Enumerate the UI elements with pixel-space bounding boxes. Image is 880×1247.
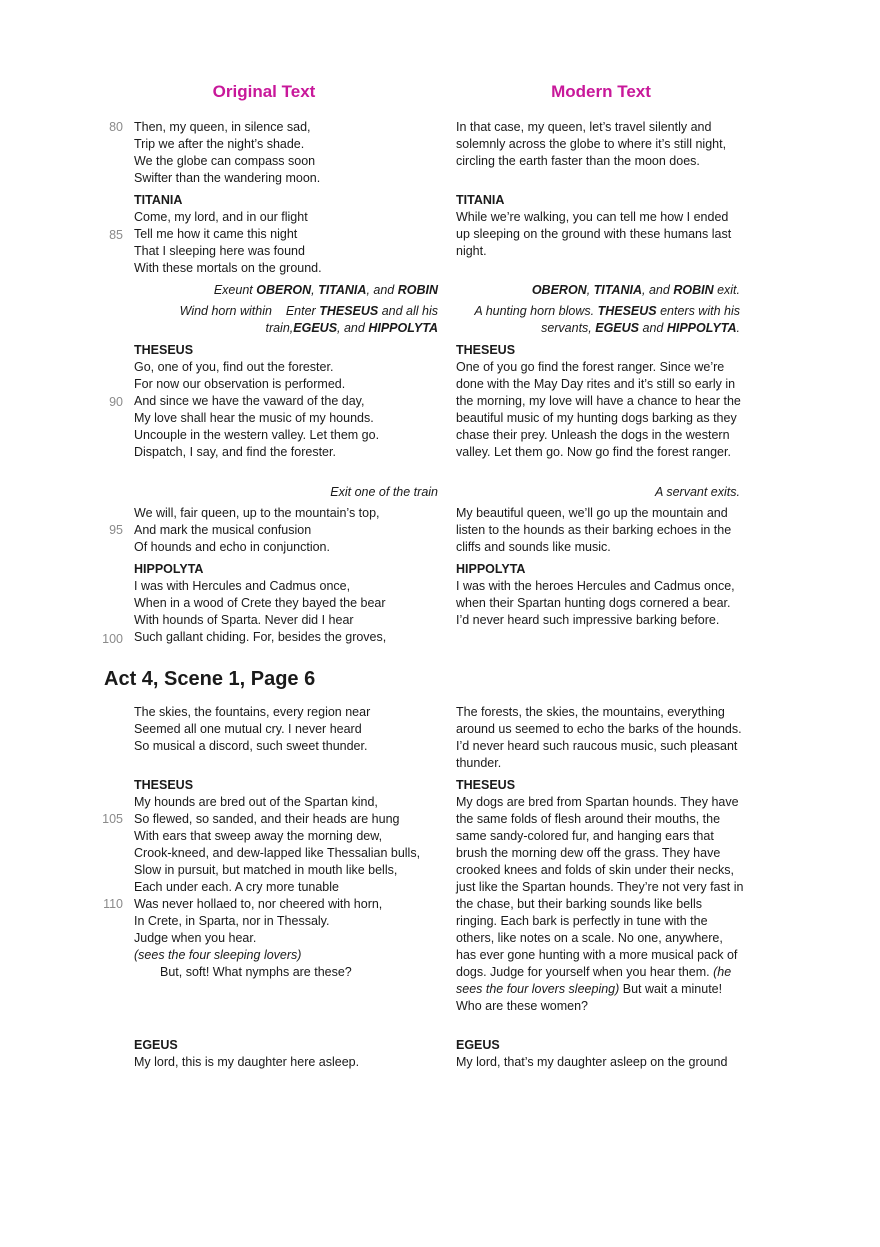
verse-line: So flewed, so sanded, and their heads are hung: [134, 812, 400, 826]
verse-line: Of hounds and echo in conjunction.: [134, 540, 330, 554]
line-number-90: 90: [109, 395, 123, 409]
verse-line: Was never hollaed to, nor cheered with horn,: [134, 897, 383, 911]
verse-line: But, soft! What nymphs are these?: [160, 965, 352, 979]
verse-line: I was with Hercules and Cadmus once,: [134, 579, 351, 593]
verse-line: That I sleeping here was found: [134, 244, 305, 258]
verse-line: With these mortals on the ground.: [134, 261, 322, 275]
modern-stage-direction-3: A servant exits.: [655, 485, 740, 499]
verse-line: Go, one of you, find out the forester.: [134, 360, 334, 374]
modern-stage-direction-2: A hunting horn blows. THESEUS enters with his servants, EGEUS and HIPPOLYTA.: [474, 304, 740, 335]
stage-direction: (sees the four sleeping lovers): [134, 948, 302, 962]
verse-line: Crook-kneed, and dew-lapped like Thessalian bulls,: [134, 846, 421, 860]
original-block-2: [134, 192, 438, 277]
modern-block-4: My beautiful queen, we’ll go up the mountain and listen to the hounds as their barking echoes in the cliffs and sounds like music.: [456, 506, 732, 554]
original-block-1: [134, 119, 438, 187]
verse-line: Uncouple in the western valley. Let them go.: [134, 428, 380, 442]
verse-line: Slow in pursuit, but matched in mouth like bells,: [134, 863, 398, 877]
verse-line: We the globe can compass soon: [134, 154, 316, 168]
verse-line: Judge when you hear.: [134, 931, 257, 945]
speaker-name: THESEUS: [134, 343, 194, 357]
original-block-7: [134, 777, 438, 981]
modern-block-8: [456, 1037, 744, 1071]
verse-line: My love shall hear the music of my hounds.: [134, 411, 374, 425]
original-block-4: [134, 505, 438, 556]
verse-line: With hounds of Sparta. Never did I hear: [134, 613, 354, 627]
header-modern: Modern Text: [551, 82, 651, 101]
header-original: Original Text: [212, 82, 316, 101]
original-block-5: [134, 561, 438, 646]
verse-line: Then, my queen, in silence sad,: [134, 120, 311, 134]
original-block-8: [134, 1037, 438, 1071]
verse-line: Seemed all one mutual cry. I never heard: [134, 722, 362, 736]
modern-text: One of you go find the forest ranger. Since we’re done with the May Day rites and it’s still so early in the morning, my love will have a chance to hear the beautiful music of my hunting dogs barking as they chase their prey. Unleash the dogs in the western valley. Let them go. Now go find the forest ranger.: [456, 360, 741, 459]
verse-line: For now our observation is performed.: [134, 377, 346, 391]
act-scene-title: Act 4, Scene 1, Page 6: [104, 668, 316, 690]
verse-line: We will, fair queen, up to the mountain’s top,: [134, 506, 380, 520]
verse-line: Such gallant chiding. For, besides the groves,: [134, 630, 387, 644]
modern-text: While we’re walking, you can tell me how I ended up sleeping on the ground with these humans last night.: [456, 210, 732, 258]
verse-line: Swifter than the wandering moon.: [134, 171, 321, 185]
speaker-name: THESEUS: [456, 343, 516, 357]
original-stage-direction-2: Wind horn within Enter THESEUS and all his train,EGEUS, and HIPPOLYTA: [179, 304, 438, 335]
original-stage-direction-1: Exeunt OBERON, TITANIA, and ROBIN: [213, 283, 438, 297]
verse-line: In Crete, in Sparta, nor in Thessaly.: [134, 914, 330, 928]
modern-stage-direction-1: OBERON, TITANIA, and ROBIN exit.: [531, 283, 740, 297]
verse-line: My hounds are bred out of the Spartan kind,: [134, 795, 378, 809]
verse-line: The skies, the fountains, every region near: [134, 705, 371, 719]
speaker-name: THESEUS: [134, 778, 194, 792]
speaker-name: HIPPOLYTA: [456, 562, 526, 576]
verse-line: So musical a discord, such sweet thunder.: [134, 739, 368, 753]
modern-text: My dogs are bred from Spartan hounds. They have the same folds of flesh around their mouths, the same sandy-colored fur, and hanging ears that brush the morning dew off the grass. They have crooked knees and folds of skin under their necks, just like the Spartan hounds. They’re not very fast in the chase, but their barking sounds like bells ringing. Each bark is perfectly in tune with the others, like notes on a scale. No one, anywhere, has ever gone hunting with a more musical pack of dogs. Judge for yourself when you hear them.: [456, 795, 744, 979]
line-number-80: 80: [109, 120, 123, 134]
modern-block-2: [456, 192, 744, 260]
verse-line: Tell me how it came this night: [134, 227, 298, 241]
modern-block-3: [456, 342, 744, 461]
verse-line: When in a wood of Crete they bayed the bear: [134, 596, 386, 610]
original-block-3: [134, 342, 438, 461]
modern-block-1: In that case, my queen, let’s travel silently and solemnly across the globe to where it’s still night, circling the earth faster than the moon does.: [456, 120, 727, 168]
line-number-105: 105: [102, 812, 123, 826]
modern-text: I was with the heroes Hercules and Cadmus once, when their Spartan hunting dogs cornered a bear. I’d never heard such impressive barking before.: [456, 579, 735, 627]
modern-text: My lord, that’s my daughter asleep on the ground: [456, 1055, 728, 1069]
verse-line: With ears that sweep away the morning dew,: [134, 829, 383, 843]
line-number-100: 100: [102, 632, 123, 646]
line-number-95: 95: [109, 523, 123, 537]
original-block-6: [134, 704, 438, 755]
speaker-name: TITANIA: [134, 193, 183, 207]
verse-line: And since we have the vaward of the day,: [134, 394, 365, 408]
speaker-name: THESEUS: [456, 778, 516, 792]
verse-line: And mark the musical confusion: [134, 523, 312, 537]
verse-line: My lord, this is my daughter here asleep.: [134, 1055, 360, 1069]
verse-line: Each under each. A cry more tunable: [134, 880, 339, 894]
modern-text: But wait a minute! Who are these women?: [456, 982, 723, 1013]
verse-line: Come, my lord, and in our flight: [134, 210, 308, 224]
line-number-85: 85: [109, 228, 123, 242]
modern-block-6: The forests, the skies, the mountains, everything around us seemed to echo the barks of the hounds. I’d never heard such raucous music, such pleasant thunder.: [456, 705, 742, 770]
speaker-name: EGEUS: [134, 1038, 178, 1052]
verse-line: Dispatch, I say, and find the forester.: [134, 445, 336, 459]
speaker-name: TITANIA: [456, 193, 505, 207]
modern-stage-direction: (he sees the four lovers sleeping): [456, 965, 732, 996]
line-number-110: 110: [103, 897, 123, 911]
speaker-name: HIPPOLYTA: [134, 562, 204, 576]
speaker-name: EGEUS: [456, 1038, 500, 1052]
verse-line: Trip we after the night’s shade.: [134, 137, 305, 151]
original-stage-direction-3: Exit one of the train: [330, 485, 438, 499]
modern-block-7: [456, 777, 744, 1015]
modern-block-5: [456, 561, 744, 629]
